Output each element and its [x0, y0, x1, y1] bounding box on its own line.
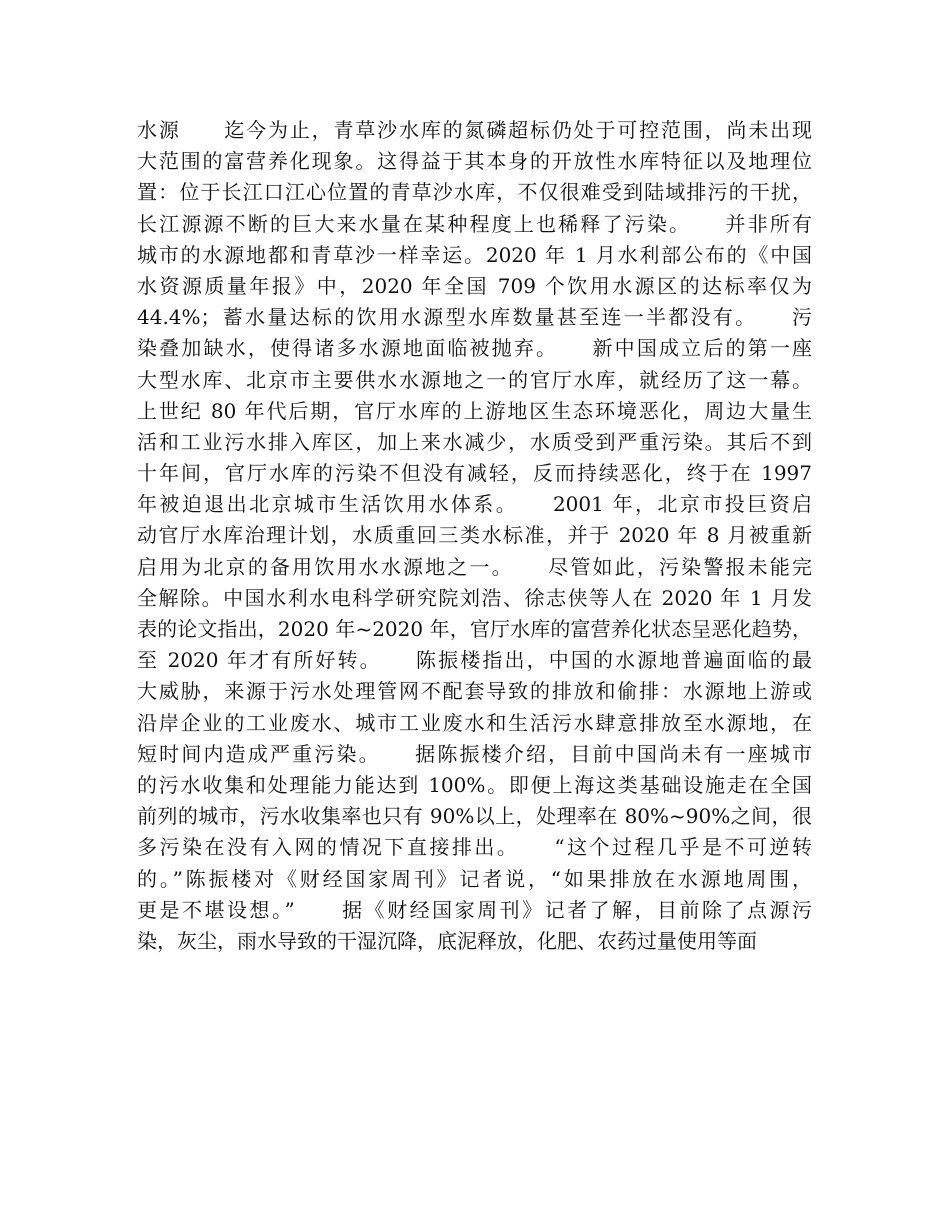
text-line: 城市的水源地都和青草沙一样幸运。2020 年 1 月水利部公布的《中国	[137, 242, 812, 267]
text-line: 至 2020 年才有所好转。 陈振楼指出，中国的水源地普遍面临的最	[137, 648, 812, 673]
text-line: 活和工业污水排入库区，加上来水减少，水质受到严重污染。其后不到	[137, 429, 812, 454]
text-line: 上世纪 80 年代后期，官厅水库的上游地区生态环境恶化，周边大量生	[137, 398, 812, 423]
text-line: 的。”陈振楼对《财经国家周刊》记者说，“如果排放在水源地周围，	[137, 866, 812, 891]
text-line: 44.4%；蓄水量达标的饮用水源型水库数量甚至连一半都没有。 污	[137, 305, 812, 330]
text-line: 大型水库、北京市主要供水水源地之一的官厅水库，就经历了这一幕。	[137, 367, 812, 392]
article-body	[137, 115, 812, 957]
text-line: 全解除。中国水利水电科学研究院刘浩、徐志侠等人在 2020 年 1 月发	[137, 585, 812, 610]
text-line: 启用为北京的备用饮用水水源地之一。 尽管如此，污染警报未能完	[137, 554, 812, 579]
text-line: 沿岸企业的工业废水、城市工业废水和生活污水肆意排放至水源地，在	[137, 710, 812, 735]
text-line: 前列的城市，污水收集率也只有 90%以上，处理率在 80%~90%之间，很	[137, 804, 812, 829]
text-line: 水源 迄今为止，青草沙水库的氮磷超标仍处于可控范围，尚未出现	[137, 118, 812, 142]
text-line: 表的论文指出，2020 年~2020 年，官厅水库的富营养化状态呈恶化趋势，	[137, 617, 812, 641]
text-line: 染，灰尘，雨水导致的干湿沉降，底泥释放，化肥、农药过量使用等面	[137, 928, 757, 953]
text-line: 水资源质量年报》中，2020 年全国 709 个饮用水源区的达标率仅为	[137, 273, 812, 298]
text-line: 多污染在没有入网的情况下直接排出。 “这个过程几乎是不可逆转	[137, 835, 812, 860]
text-line: 长江源源不断的巨大来水量在某种程度上也稀释了污染。 并非所有	[137, 211, 812, 236]
text-line: 大威胁，来源于污水处理管网不配套导致的排放和偷排：水源地上游或	[137, 679, 812, 704]
text-line: 更是不堪设想。” 据《财经国家周刊》记者了解，目前除了点源污	[137, 897, 812, 922]
text-line: 十年间，官厅水库的污染不但没有减轻，反而持续恶化，终于在 1997	[137, 461, 812, 486]
text-line: 动官厅水库治理计划，水质重回三类水标准，并于 2020 年 8 月被重新	[137, 523, 812, 548]
text-line: 的污水收集和处理能力能达到 100%。即便上海这类基础设施走在全国	[137, 772, 812, 797]
text-line: 置：位于长江口江心位置的青草沙水库，不仅很难受到陆域排污的干扰，	[137, 180, 812, 205]
text-line: 大范围的富营养化现象。这得益于其本身的开放性水库特征以及地理位	[137, 149, 812, 174]
text-line: 短时间内造成严重污染。 据陈振楼介绍，目前中国尚未有一座城市	[137, 741, 812, 766]
text-line: 染叠加缺水，使得诸多水源地面临被抛弃。 新中国成立后的第一座	[137, 336, 812, 361]
text-line: 年被迫退出北京城市生活饮用水体系。 2001 年，北京市投巨资启	[137, 492, 812, 517]
